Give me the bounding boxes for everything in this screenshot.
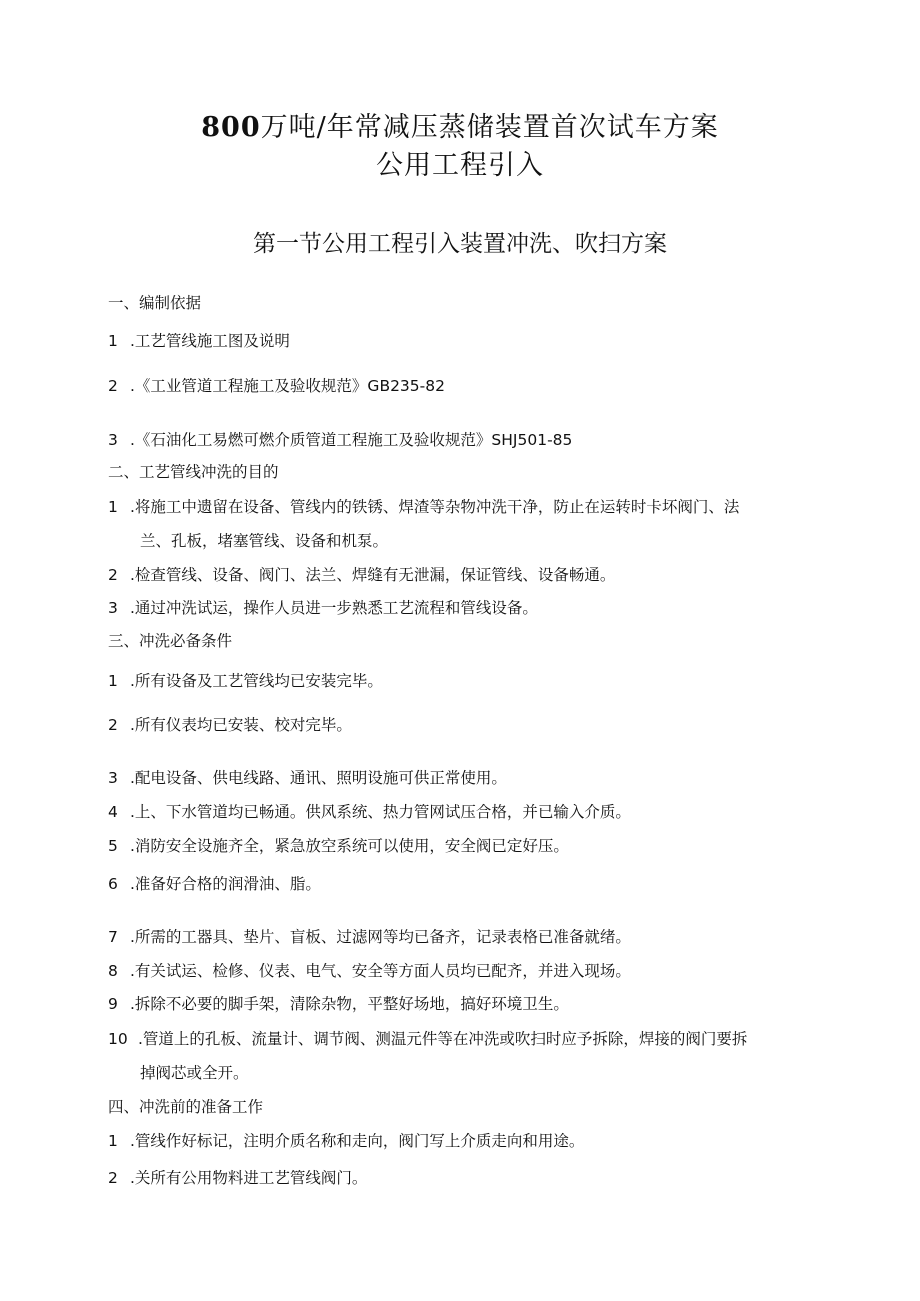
item-text: .检查管线、设备、阀门、法兰、焊缝有无泄漏，保证管线、设备畅通。	[130, 566, 616, 584]
item-text: .拆除不必要的脚手架，清除杂物，平整好场地，搞好环境卫生。	[130, 995, 569, 1013]
list-item	[108, 1167, 367, 1189]
item-number: 7	[108, 928, 118, 946]
item-text: .所有仪表均已安装、校对完毕。	[130, 716, 352, 734]
item-text: .《工业管道工程施工及验收规范》GB235-82	[130, 377, 445, 395]
item-text: .有关试运、检修、仪表、电气、安全等方面人员均已配齐，并进入现场。	[130, 962, 631, 980]
item-continuation: 掉阀芯或全开。	[140, 1064, 249, 1082]
list-item	[108, 597, 538, 619]
title-number: 800	[201, 112, 261, 143]
list-item	[108, 1130, 584, 1152]
item-text: .所需的工器具、垫片、盲板、过滤网等均已备齐，记录表格已准备就绪。	[130, 928, 631, 946]
section-heading-3: 三、冲洗必备条件	[108, 632, 233, 650]
list-item	[108, 670, 383, 692]
list-item	[108, 926, 631, 948]
item-text: .配电设备、供电线路、通讯、照明设施可供正常使用。	[130, 769, 507, 787]
item-text: .通过冲洗试运，操作人员进一步熟悉工艺流程和管线设备。	[130, 599, 538, 617]
list-item	[108, 564, 615, 586]
item-text: .上、下水管道均已畅通。供风系统、热力管网试压合格，并已输入介质。	[130, 803, 631, 821]
item-number: 6	[108, 875, 118, 893]
item-number: 10	[108, 1030, 128, 1048]
list-item	[108, 993, 569, 1015]
item-text: .《石油化工易燃可燃介质管道工程施工及验收规范》SHJ501-85	[130, 431, 573, 449]
item-text: .管线作好标记，注明介质名称和走向，阀门写上介质走向和用途。	[130, 1132, 585, 1150]
list-item	[108, 714, 352, 736]
list-item	[108, 960, 631, 982]
item-number: 2	[108, 716, 118, 734]
item-text: .消防安全设施齐全，紧急放空系统可以使用，安全阀已定好压。	[130, 837, 569, 855]
item-number: 1	[108, 1132, 118, 1150]
item-number: 5	[108, 837, 118, 855]
list-item	[108, 375, 445, 397]
item-number: 1	[108, 672, 118, 690]
item-number: 4	[108, 803, 118, 821]
item-number: 3	[108, 769, 118, 787]
list-item	[108, 429, 572, 451]
list-item	[108, 767, 507, 789]
section-heading-2: 二、工艺管线冲洗的目的	[108, 463, 279, 481]
item-number: 3	[108, 431, 118, 449]
item-number: 1	[108, 332, 118, 350]
item-continuation: 兰、孔板，堵塞管线、设备和机泵。	[140, 532, 389, 550]
document-subtitle: 公用工程引入	[376, 150, 544, 181]
list-item	[108, 801, 631, 823]
item-number: 2	[108, 1169, 118, 1187]
list-item	[108, 496, 739, 518]
item-text: .管道上的孔板、流量计、调节阀、测温元件等在冲洗或吹扫时应予拆除，焊接的阀门要拆	[138, 1030, 748, 1048]
item-text: .所有设备及工艺管线均已安装完毕。	[130, 672, 383, 690]
list-item	[108, 330, 290, 352]
list-item	[108, 873, 321, 895]
title-text: 万吨/年常减压蒸储装置首次试车方案	[260, 112, 719, 143]
item-number: 3	[108, 599, 118, 617]
item-number: 9	[108, 995, 118, 1013]
section-title: 第一节公用工程引入装置冲洗、吹扫方案	[253, 231, 667, 257]
document-title	[0, 108, 920, 148]
item-number: 2	[108, 566, 118, 584]
list-item	[108, 1028, 747, 1050]
section-heading-1: 一、编制依据	[108, 294, 202, 312]
item-text: .准备好合格的润滑油、脂。	[130, 875, 321, 893]
list-item	[108, 835, 569, 857]
item-number: 2	[108, 377, 118, 395]
section-heading-4: 四、冲洗前的准备工作	[108, 1098, 264, 1116]
item-text: .工艺管线施工图及说明	[130, 332, 290, 350]
item-number: 1	[108, 498, 118, 516]
item-text: .关所有公用物料进工艺管线阀门。	[130, 1169, 368, 1187]
item-number: 8	[108, 962, 118, 980]
item-text: .将施工中遗留在设备、管线内的铁锈、焊渣等杂物冲洗干净，防止在运转时卡坏阀门、法	[130, 498, 740, 516]
